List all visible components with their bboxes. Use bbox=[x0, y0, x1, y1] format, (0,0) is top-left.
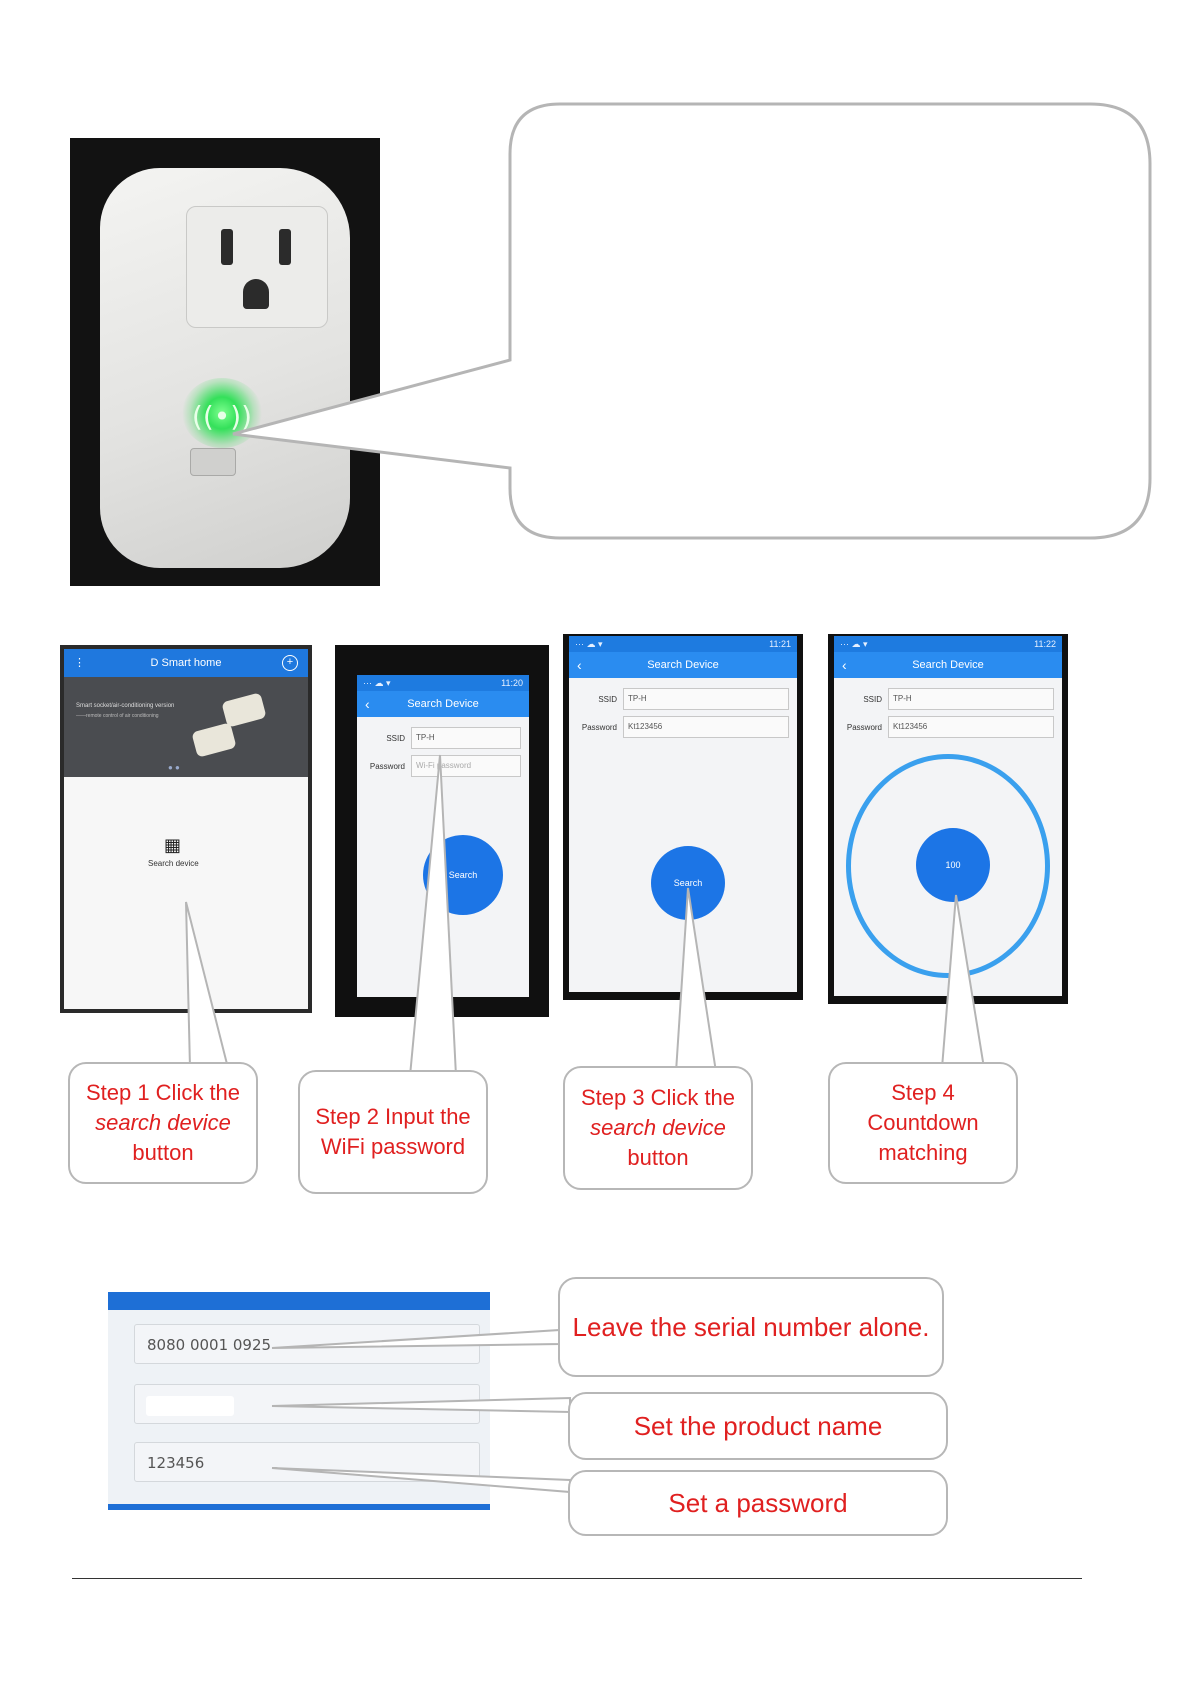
callout-step2: Step 2 Input the WiFi password bbox=[298, 1070, 488, 1194]
app-title: D Smart home bbox=[150, 657, 222, 669]
ssid-label: SSID bbox=[386, 733, 405, 743]
search-button[interactable]: Search bbox=[651, 846, 725, 920]
back-icon[interactable]: ‹ bbox=[365, 696, 370, 712]
menu-icon[interactable]: ⋮ bbox=[74, 657, 85, 669]
password-field[interactable]: 123456 bbox=[134, 1442, 480, 1482]
ssid-field: TP-H bbox=[888, 688, 1054, 710]
ssid-label: SSID bbox=[863, 694, 882, 704]
password-label: Password bbox=[581, 722, 617, 732]
password-field: Kt123456 bbox=[888, 716, 1054, 738]
callout-password: Set a password bbox=[568, 1470, 948, 1536]
ssid-field[interactable]: TP-H bbox=[623, 688, 789, 710]
callout-step3: Step 3 Click the search device button bbox=[563, 1066, 753, 1190]
footer-rule bbox=[72, 1578, 1082, 1579]
ssid-field[interactable]: TP-H bbox=[411, 727, 521, 749]
ssid-label: SSID bbox=[598, 694, 617, 704]
screen-title: Search Device bbox=[407, 698, 479, 710]
carousel-dots: ● ● bbox=[168, 763, 180, 772]
callout-serial: Leave the serial number alone. bbox=[558, 1277, 944, 1377]
countdown-circle: 100 bbox=[916, 828, 990, 902]
callout-step4: Step 4 Countdown matching bbox=[828, 1062, 1018, 1184]
callout-step1: Step 1 Click the search device button bbox=[68, 1062, 258, 1184]
add-icon[interactable]: + bbox=[282, 655, 298, 671]
status-bar: ··· ☁ ▾ 11:20 bbox=[357, 675, 529, 691]
wifi-icon: ((•)) bbox=[191, 400, 253, 433]
grid-icon: ▦ bbox=[164, 835, 182, 856]
password-label: Password bbox=[369, 761, 405, 771]
search-device-label: Search device bbox=[148, 859, 199, 868]
password-label: Password bbox=[846, 722, 882, 732]
status-bar: ··· ☁ ▾ 11:22 bbox=[834, 636, 1062, 652]
back-icon[interactable]: ‹ bbox=[842, 657, 847, 673]
password-field[interactable]: Wi-Fi password bbox=[411, 755, 521, 777]
status-bar: ··· ☁ ▾ 11:21 bbox=[569, 636, 797, 652]
password-field[interactable]: Kt123456 bbox=[623, 716, 789, 738]
callout-product-name: Set the product name bbox=[568, 1392, 948, 1460]
search-button[interactable]: Search bbox=[423, 835, 503, 915]
banner-line-1: Smart socket/air-conditioning version bbox=[76, 703, 175, 709]
screen-title: Search Device bbox=[912, 659, 984, 671]
banner-line-2: ——remote control of air conditioning bbox=[76, 713, 159, 719]
screen-title: Search Device bbox=[647, 659, 719, 671]
serial-number-field[interactable]: 8080 0001 0925 bbox=[134, 1324, 480, 1364]
back-icon[interactable]: ‹ bbox=[577, 657, 582, 673]
